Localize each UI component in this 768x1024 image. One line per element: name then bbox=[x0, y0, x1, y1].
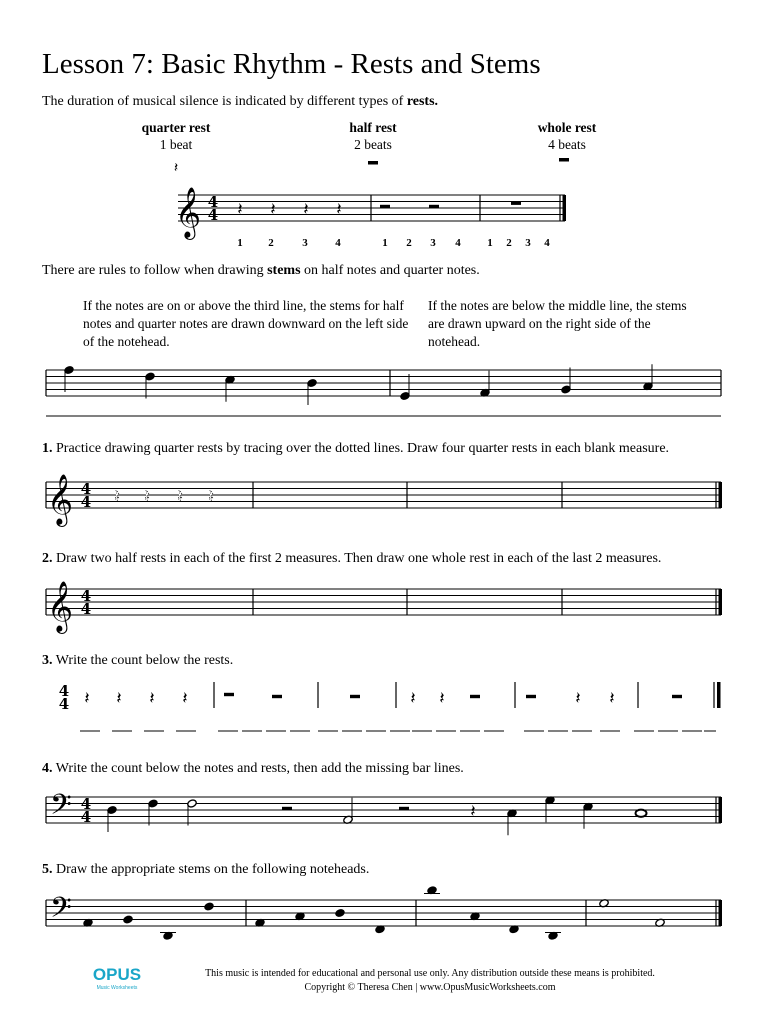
legend-quarter-rest-icon: 𝄽 bbox=[173, 160, 179, 176]
quarter-rest-icon: 𝄽 bbox=[144, 486, 150, 507]
quarter-rest-beats: 1 beat bbox=[159, 137, 193, 152]
time-signature-top: 4 bbox=[207, 193, 219, 211]
intro-text-plain: The duration of musical silence is indicated by different types of bbox=[42, 94, 407, 109]
example-count-label: 1 bbox=[382, 237, 388, 249]
quarter-rest-icon: 𝄽 bbox=[182, 688, 188, 709]
quarter-notehead bbox=[204, 902, 215, 911]
intro-text-bold: rests. bbox=[406, 94, 439, 109]
quarter-rest-icon: 𝄽 bbox=[177, 486, 183, 507]
time-signature-bottom: 4 bbox=[80, 493, 92, 511]
example-count-label: 1 bbox=[237, 237, 243, 249]
half-rest-icon bbox=[350, 695, 360, 698]
final-bar-thick bbox=[719, 589, 723, 615]
treble-clef-icon: 𝄞 bbox=[175, 187, 202, 238]
quarter-rest-icon: 𝄽 bbox=[439, 688, 445, 709]
time-signature-bottom: 4 bbox=[207, 206, 219, 224]
stems-intro-before: There are rules to follow when drawing bbox=[42, 263, 268, 278]
exercise-3-text: Write the count below the rests. bbox=[52, 653, 234, 668]
time-signature-top: 4 bbox=[80, 795, 92, 813]
final-bar-thick bbox=[719, 900, 723, 926]
whole-notehead bbox=[636, 810, 647, 817]
final-bar-thick bbox=[563, 195, 567, 221]
quarter-rest-label: quarter rest bbox=[141, 120, 211, 135]
exercise-1-text: Practice drawing quarter rests by tracing over the dotted lines. Draw four quarter rests in each blank measure. bbox=[52, 441, 670, 456]
half-rest-icon bbox=[672, 695, 682, 698]
half-rest-label: half rest bbox=[349, 120, 397, 135]
exercise-4-number: 4. bbox=[42, 761, 53, 776]
whole-rest-beats: 4 beats bbox=[548, 137, 586, 152]
half-rest-beats: 2 beats bbox=[354, 137, 392, 152]
bass-clef-icon: 𝄢 bbox=[50, 788, 72, 829]
exercise-1-number: 1. bbox=[42, 441, 53, 456]
example-count-label: 3 bbox=[525, 237, 531, 249]
logo-subtitle: Music Worksheets bbox=[96, 985, 138, 991]
example-count-label: 4 bbox=[455, 237, 461, 249]
time-signature-bottom: 4 bbox=[80, 600, 92, 618]
rule-stems-down: If the notes are on or above the third line, the stems for half notes and quarter notes are drawn downward on the left side of the notehead. bbox=[83, 298, 409, 349]
example-count-label: 2 bbox=[406, 237, 412, 249]
exercise-2-text: Draw two half rests in each of the first 2 measures. Then draw one whole rest in each of the last 2 measures. bbox=[52, 551, 662, 566]
example-count-label: 3 bbox=[302, 237, 308, 249]
half-rest-icon bbox=[429, 205, 439, 208]
logo-word: OPUS bbox=[92, 965, 142, 984]
quarter-notehead bbox=[335, 908, 346, 917]
quarter-rest-icon: 𝄽 bbox=[84, 688, 90, 709]
quarter-rest-icon: 𝄽 bbox=[270, 199, 276, 220]
final-bar-thick bbox=[719, 797, 723, 823]
stems-intro-bold: stems bbox=[267, 263, 301, 278]
page-title: Lesson 7: Basic Rhythm - Rests and Stems bbox=[42, 48, 541, 80]
quarter-notehead bbox=[123, 915, 134, 924]
half-rest-icon bbox=[470, 695, 480, 698]
treble-clef-icon: 𝄞 bbox=[47, 474, 74, 525]
exercise-3-number: 3. bbox=[42, 653, 53, 668]
legend-whole-rest-icon bbox=[559, 158, 569, 162]
half-rest-icon bbox=[399, 807, 409, 810]
half-rest-icon bbox=[380, 205, 390, 208]
legend-half-rest-icon bbox=[368, 161, 378, 165]
rhythm-final-bar-thick bbox=[717, 682, 721, 708]
quarter-rest-icon: 𝄽 bbox=[237, 199, 243, 220]
example-count-label: 1 bbox=[487, 237, 493, 249]
exercise-5-number: 5. bbox=[42, 862, 53, 877]
quarter-rest-icon: 𝄽 bbox=[410, 688, 416, 709]
time-signature-top: 4 bbox=[58, 682, 70, 700]
footer-notice: This music is intended for educational and personal use only. Any distribution outside these means is prohibited. bbox=[205, 968, 655, 979]
rule-stems-up: If the notes are below the middle line, the stems are drawn upward on the right side of the notehead. bbox=[428, 298, 687, 349]
example-count-label: 4 bbox=[544, 237, 550, 249]
footer-copyright: Copyright © Theresa Chen | www.OpusMusicWorksheets.com bbox=[304, 982, 556, 993]
time-signature-bottom: 4 bbox=[58, 695, 70, 713]
half-rest-icon bbox=[526, 695, 536, 698]
final-bar-thick bbox=[719, 482, 723, 508]
quarter-rest-icon: 𝄽 bbox=[208, 486, 214, 507]
time-signature-bottom: 4 bbox=[80, 808, 92, 826]
quarter-rest-icon: 𝄽 bbox=[114, 486, 120, 507]
quarter-rest-icon: 𝄽 bbox=[116, 688, 122, 709]
bass-clef-icon: 𝄢 bbox=[50, 891, 72, 932]
example-count-label: 3 bbox=[430, 237, 436, 249]
quarter-rest-icon: 𝄽 bbox=[609, 688, 615, 709]
whole-rest-label: whole rest bbox=[537, 120, 597, 135]
example-count-label: 2 bbox=[506, 237, 512, 249]
example-count-label: 2 bbox=[268, 237, 274, 249]
quarter-rest-icon: 𝄽 bbox=[336, 199, 342, 220]
quarter-rest-icon: 𝄽 bbox=[303, 199, 309, 220]
stems-intro-after: on half notes and quarter notes. bbox=[300, 263, 480, 278]
half-rest-icon bbox=[272, 695, 282, 698]
time-signature-top: 4 bbox=[80, 587, 92, 605]
exercise-5-text: Draw the appropriate stems on the following noteheads. bbox=[52, 862, 370, 877]
exercise-2-number: 2. bbox=[42, 551, 53, 566]
quarter-rest-icon: 𝄽 bbox=[470, 801, 476, 822]
exercise-4-text: Write the count below the notes and rests, then add the missing bar lines. bbox=[52, 761, 464, 776]
whole-rest-icon bbox=[511, 202, 521, 205]
time-signature-top: 4 bbox=[80, 480, 92, 498]
half-rest-icon bbox=[282, 807, 292, 810]
half-rest-icon bbox=[224, 693, 234, 696]
example-count-label: 4 bbox=[335, 237, 341, 249]
quarter-rest-icon: 𝄽 bbox=[575, 688, 581, 709]
quarter-rest-icon: 𝄽 bbox=[149, 688, 155, 709]
treble-clef-icon: 𝄞 bbox=[47, 581, 74, 632]
